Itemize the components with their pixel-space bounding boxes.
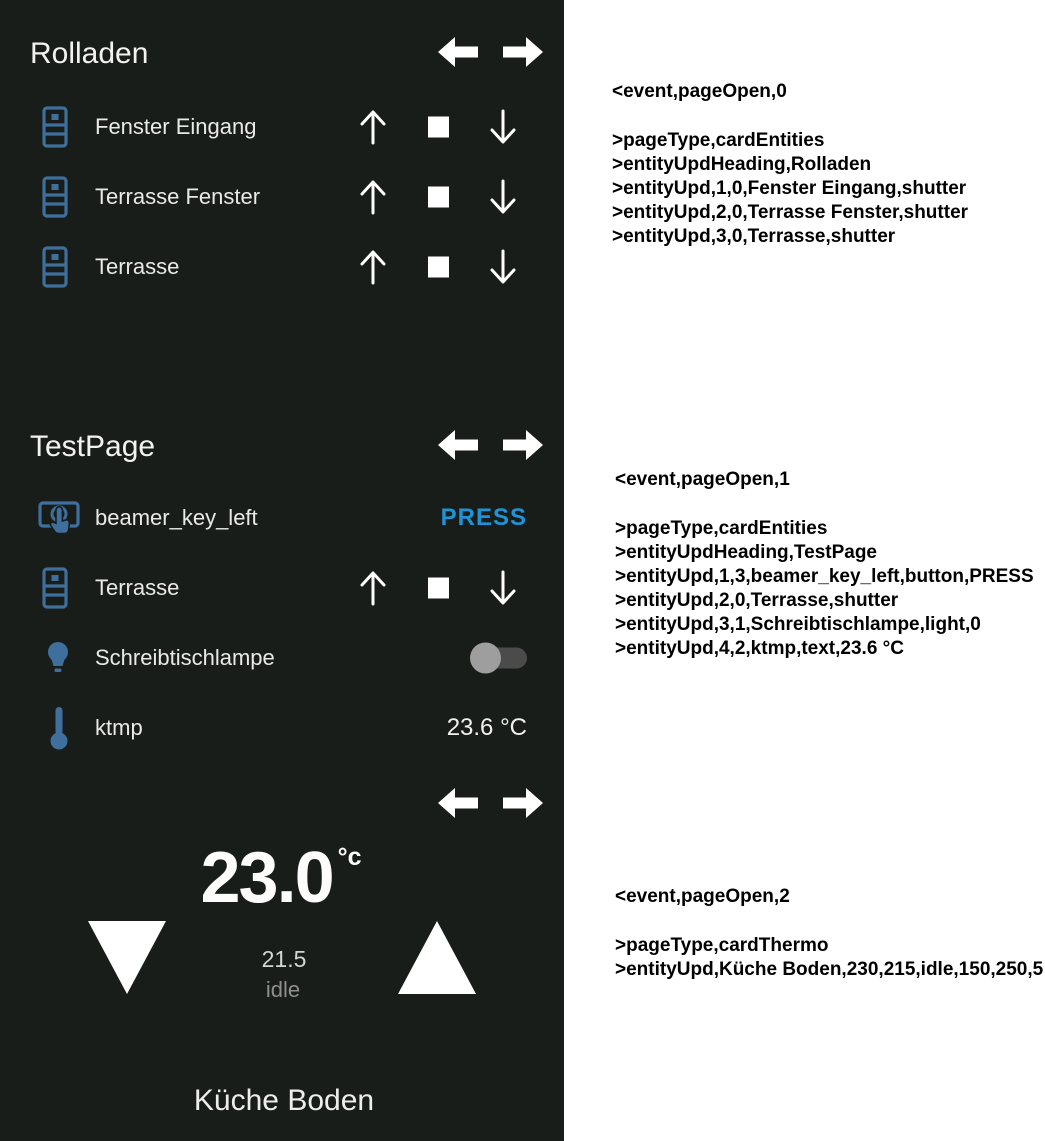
page-prev-button[interactable] xyxy=(438,786,478,820)
entity-row xyxy=(0,99,564,155)
arrow-down-icon xyxy=(487,204,519,219)
log-event-line: <event,pageOpen,0 xyxy=(612,81,787,102)
entity-row xyxy=(0,490,564,546)
arrow-down-icon xyxy=(487,274,519,289)
card-heading: TestPage xyxy=(30,430,156,463)
page-next-button[interactable] xyxy=(503,786,543,820)
arrow-left-icon xyxy=(438,808,478,823)
shutter-stop-button[interactable] xyxy=(428,117,449,138)
shutter-stop-button[interactable] xyxy=(428,257,449,278)
toggle-knob xyxy=(470,643,501,674)
entity-row xyxy=(0,700,564,756)
press-button[interactable]: PRESS xyxy=(440,504,527,531)
log-responses xyxy=(615,517,1034,661)
triangle-down-icon xyxy=(88,982,166,997)
arrow-up-icon xyxy=(357,134,389,149)
lightbulb-icon xyxy=(45,640,71,676)
entity-row xyxy=(0,169,564,225)
window-shutter-icon xyxy=(42,246,68,288)
stop-square-icon xyxy=(428,257,449,278)
arrow-right-icon xyxy=(503,450,543,465)
log-line: >entityUpd,3,1,Schreibtischlampe,light,0 xyxy=(615,614,981,635)
log-line: >entityUpd,2,0,Terrasse,shutter xyxy=(615,590,899,611)
shutter-up-button[interactable] xyxy=(357,569,389,607)
thermometer-icon xyxy=(48,705,70,751)
window-shutter-icon xyxy=(42,106,68,148)
arrow-up-icon xyxy=(357,204,389,219)
log-line: >pageType,cardEntities xyxy=(615,518,828,539)
shutter-down-button[interactable] xyxy=(487,248,519,286)
shutter-up-button[interactable] xyxy=(357,108,389,146)
stop-square-icon xyxy=(428,117,449,138)
entity-label: Terrasse Fenster xyxy=(95,184,261,209)
log-line: >entityUpdHeading,TestPage xyxy=(615,542,878,563)
arrow-down-icon xyxy=(487,595,519,610)
shutter-down-button[interactable] xyxy=(487,569,519,607)
entity-label: beamer_key_left xyxy=(95,505,258,530)
log-block-pageopen-2 xyxy=(615,885,1043,982)
page-prev-button[interactable] xyxy=(438,428,478,462)
page-prev-button[interactable] xyxy=(438,35,478,69)
log-line: >pageType,cardThermo xyxy=(615,935,829,956)
current-temperature xyxy=(200,838,362,918)
log-event-line: <event,pageOpen,1 xyxy=(615,469,790,490)
arrow-right-icon xyxy=(503,808,543,823)
entity-value: 23.6 °C xyxy=(446,714,527,741)
log-line: >entityUpdHeading,Rolladen xyxy=(612,154,872,175)
entity-label: Schreibtischlampe xyxy=(95,645,275,670)
temp-increase-button[interactable] xyxy=(398,921,476,994)
log-event-line: <event,pageOpen,2 xyxy=(615,886,790,907)
log-line: >entityUpd,Küche Boden,230,215,idle,150,250,5 xyxy=(615,959,1044,980)
shutter-stop-button[interactable] xyxy=(428,187,449,208)
entity-label: Terrasse xyxy=(95,575,180,600)
arrow-down-icon xyxy=(487,134,519,149)
entity-label: Terrasse xyxy=(95,254,180,279)
window-shutter-icon xyxy=(42,567,68,609)
entity-label: ktmp xyxy=(95,715,143,740)
page-next-button[interactable] xyxy=(503,35,543,69)
log-line: >entityUpd,1,0,Fenster Eingang,shutter xyxy=(612,178,967,199)
shutter-up-button[interactable] xyxy=(357,178,389,216)
shutter-stop-button[interactable] xyxy=(428,578,449,599)
stop-square-icon xyxy=(428,578,449,599)
entity-row xyxy=(0,239,564,295)
entity-row xyxy=(0,560,564,616)
log-line: >pageType,cardEntities xyxy=(612,130,825,151)
current-temperature-value: 23.0 xyxy=(200,838,333,918)
temperature-unit: °c xyxy=(337,843,362,871)
entity-row xyxy=(0,630,564,686)
log-responses xyxy=(612,129,968,249)
log-block-pageopen-0 xyxy=(612,80,968,249)
window-shutter-icon xyxy=(42,176,68,218)
arrow-up-icon xyxy=(357,274,389,289)
log-line: >entityUpd,3,0,Terrasse,shutter xyxy=(612,226,896,247)
shutter-down-button[interactable] xyxy=(487,178,519,216)
card-heading: Rolladen xyxy=(30,37,149,70)
arrow-left-icon xyxy=(438,57,478,72)
shutter-down-button[interactable] xyxy=(487,108,519,146)
target-temperature: 21.5 xyxy=(261,946,307,972)
page-next-button[interactable] xyxy=(503,428,543,462)
triangle-up-icon xyxy=(398,982,476,997)
entity-label: Fenster Eingang xyxy=(95,114,257,139)
stop-square-icon xyxy=(428,187,449,208)
log-line: >entityUpd,1,3,beamer_key_left,button,PRESS xyxy=(615,566,1034,587)
light-toggle-switch[interactable] xyxy=(472,648,527,669)
arrow-up-icon xyxy=(357,595,389,610)
log-line: >entityUpd,2,0,Terrasse Fenster,shutter xyxy=(612,202,969,223)
log-responses xyxy=(615,934,1043,982)
hvac-state: idle xyxy=(265,977,301,1002)
arrow-left-icon xyxy=(438,450,478,465)
gesture-tap-button-icon xyxy=(38,498,80,538)
temp-decrease-button[interactable] xyxy=(88,921,166,994)
shutter-up-button[interactable] xyxy=(357,248,389,286)
log-block-pageopen-1 xyxy=(615,468,1034,661)
thermostat-title: Küche Boden xyxy=(193,1084,375,1117)
log-line: >entityUpd,4,2,ktmp,text,23.6 °C xyxy=(615,638,904,659)
arrow-right-icon xyxy=(503,57,543,72)
